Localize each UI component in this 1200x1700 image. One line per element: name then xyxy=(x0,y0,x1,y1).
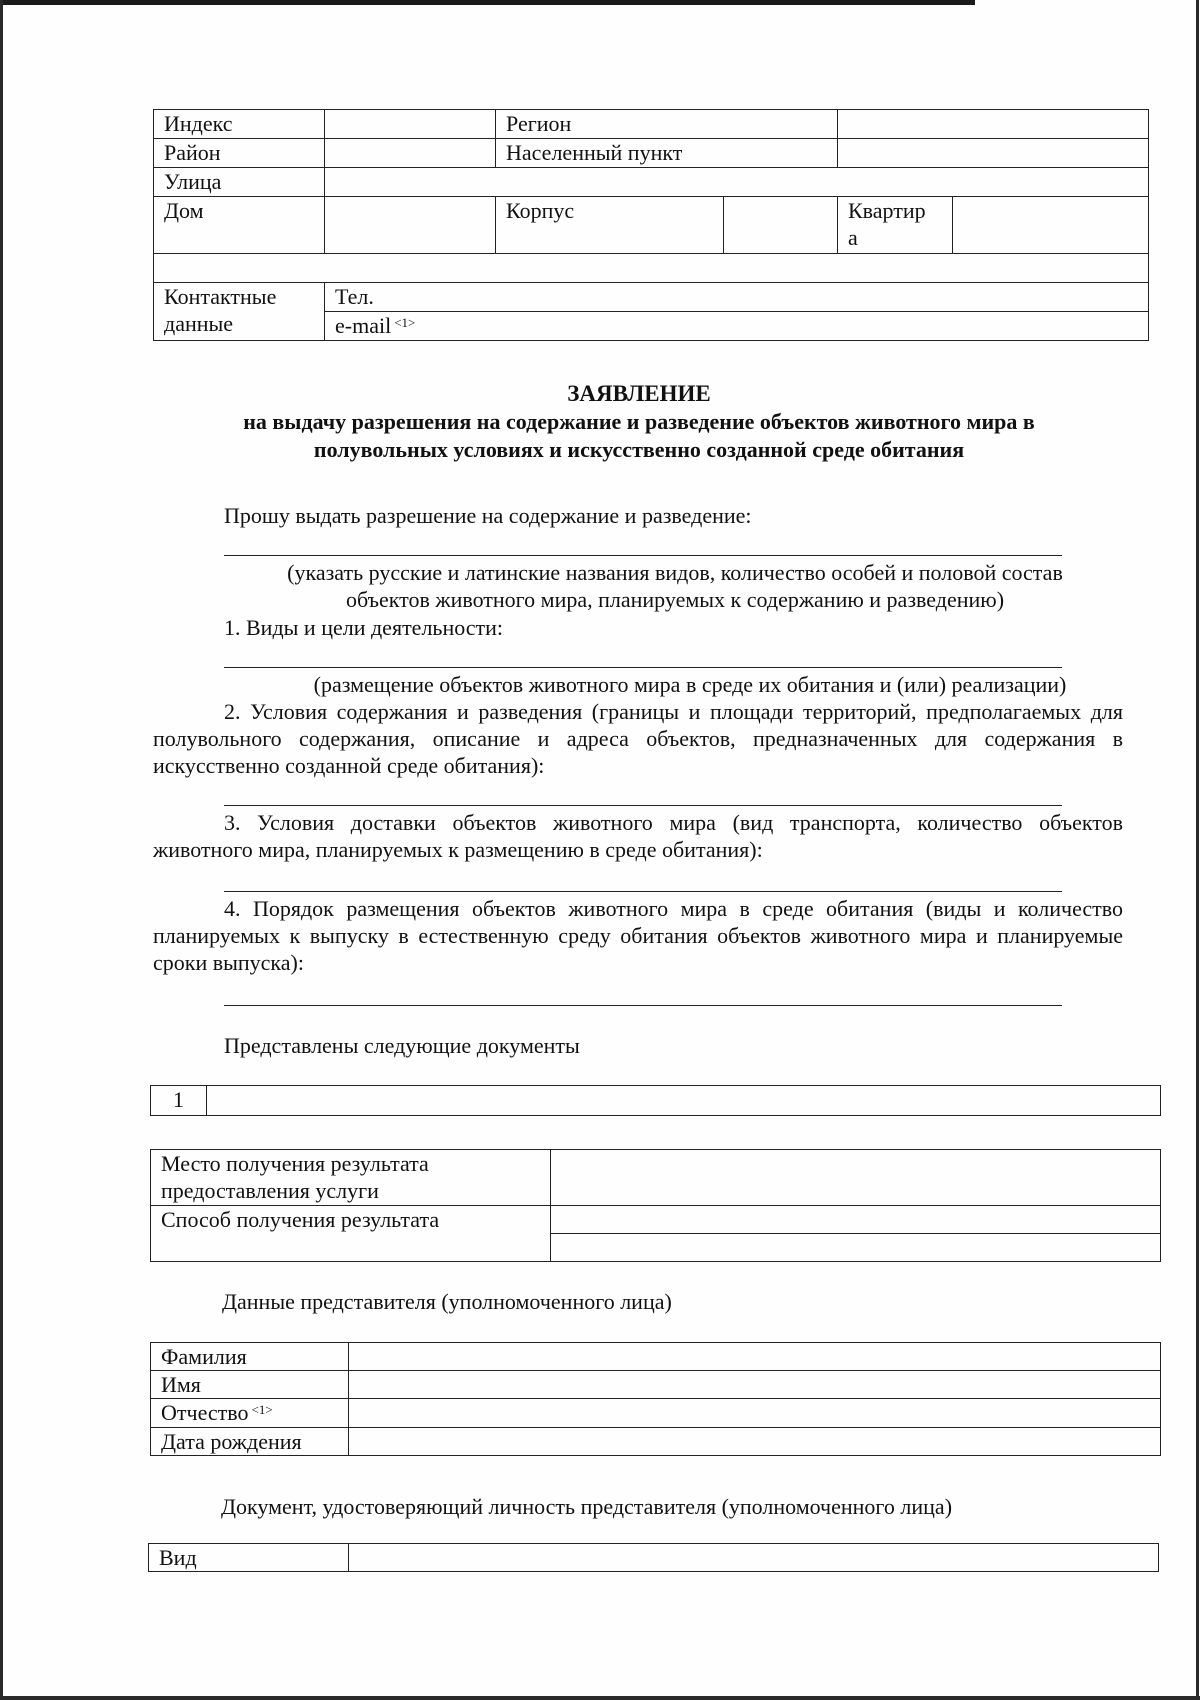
result-method-label: Способ получения результата xyxy=(151,1206,551,1262)
delivery-input-line[interactable] xyxy=(224,891,1062,892)
email-footnote-mark: <1> xyxy=(394,315,416,330)
index-field[interactable] xyxy=(325,110,496,139)
address-table xyxy=(153,109,1149,341)
request-text: Прошу выдать разрешение на содержание и разведение: xyxy=(224,503,752,528)
result-table xyxy=(150,1149,1161,1262)
document-row-number: 1 xyxy=(151,1086,207,1116)
contacts-label-line1: Контактные xyxy=(164,284,277,309)
document-row-field[interactable] xyxy=(207,1086,1161,1116)
region-field[interactable] xyxy=(838,110,1149,139)
region-label: Регион xyxy=(496,110,838,139)
documents-heading: Представлены следующие документы xyxy=(224,1033,580,1058)
surname-field[interactable] xyxy=(349,1343,1161,1371)
building-label: Корпус xyxy=(496,197,724,254)
empty-row xyxy=(154,254,1149,283)
birth-date-field[interactable] xyxy=(349,1428,1161,1456)
scan-edge-top xyxy=(0,0,975,5)
locality-label: Населенный пункт xyxy=(496,139,838,168)
species-hint-line2: объектов животного мира, планируемых к содержанию и разведению) xyxy=(345,587,1005,612)
id-document-table xyxy=(148,1543,1159,1572)
email-label: e-mail xyxy=(335,313,392,338)
patronymic-footnote-mark: <1> xyxy=(251,1402,273,1417)
representative-table xyxy=(150,1342,1161,1456)
apartment-label xyxy=(838,197,953,254)
result-method-field-1[interactable] xyxy=(551,1206,1161,1234)
item-2-text: 2. Условия содержания и разведения (границы и площади территорий, предполагаемых для полувольного содержания, описание и адреса объектов, предназначенных для содержания в искусственно созданной среде обитания): xyxy=(153,699,1123,778)
house-field[interactable] xyxy=(325,197,496,254)
application-title: ЗАЯВЛЕНИЕ xyxy=(567,381,711,406)
house-label: Дом xyxy=(154,197,325,254)
application-subtitle-line2: полувольных условиях и искусственно созданной среде обитания xyxy=(313,437,965,462)
building-field[interactable] xyxy=(724,197,838,254)
activity-input-line[interactable] xyxy=(224,667,1062,668)
species-hint-line1: (указать русские и латинские названия видов, количество особей и половой состав xyxy=(287,560,1063,585)
birth-date-label: Дата рождения xyxy=(151,1428,349,1456)
item-1-text: 1. Виды и цели деятельности: xyxy=(224,615,504,640)
street-label: Улица xyxy=(154,168,325,197)
index-label: Индекс xyxy=(154,110,325,139)
scan-edge-right xyxy=(1196,0,1199,1700)
phone-label: Тел. xyxy=(335,284,374,309)
scan-edge-left xyxy=(0,0,3,1700)
first-name-field[interactable] xyxy=(349,1371,1161,1399)
documents-table xyxy=(150,1085,1161,1116)
application-subtitle-line1: на выдачу разрешения на содержание и разведение объектов животного мира в xyxy=(243,409,1035,434)
apartment-label-line2: а xyxy=(848,225,858,250)
apartment-field[interactable] xyxy=(953,197,1149,254)
result-place-field[interactable] xyxy=(551,1150,1161,1206)
result-method-field-2[interactable] xyxy=(551,1234,1161,1262)
patronymic-label-text: Отчество xyxy=(161,1400,249,1425)
scan-edge-bottom xyxy=(0,1696,1200,1700)
species-hint xyxy=(190,559,1160,613)
result-place-label-line1: Место получения результата xyxy=(161,1151,429,1176)
species-input-line[interactable] xyxy=(224,555,1062,556)
representative-heading: Данные представителя (уполномоченного лица) xyxy=(222,1289,672,1314)
contacts-label-line2: данные xyxy=(164,311,234,336)
result-place-label-line2: предоставления услуги xyxy=(161,1178,379,1203)
contacts-label xyxy=(154,283,325,341)
release-input-line[interactable] xyxy=(224,1005,1062,1006)
application-heading xyxy=(150,380,1128,464)
apartment-label-line1: Квартир xyxy=(848,198,926,223)
surname-label: Фамилия xyxy=(151,1343,349,1371)
id-type-field[interactable] xyxy=(349,1544,1159,1572)
email-field[interactable] xyxy=(325,312,1149,341)
locality-field[interactable] xyxy=(838,139,1149,168)
district-label: Район xyxy=(154,139,325,168)
phone-field[interactable] xyxy=(325,283,1149,312)
id-type-label: Вид xyxy=(149,1544,349,1572)
item-3-text: 3. Условия доставки объектов животного мира (вид транспорта, количество объектов животного мира, планируемых к размещению в среде обитания): xyxy=(153,810,1123,862)
first-name-label: Имя xyxy=(151,1371,349,1399)
conditions-input-line[interactable] xyxy=(224,805,1062,806)
result-place-label xyxy=(151,1150,551,1206)
patronymic-field[interactable] xyxy=(349,1399,1161,1428)
district-field[interactable] xyxy=(325,139,496,168)
activity-hint: (размещение объектов животного мира в среде их обитания и (или) реализации) xyxy=(313,672,1067,697)
street-field[interactable] xyxy=(325,168,1149,197)
id-document-heading: Документ, удостоверяющий личность представителя (уполномоченного лица) xyxy=(221,1494,953,1519)
item-4-text: 4. Порядок размещения объектов животного мира в среде обитания (виды и количество планируемых к выпуску в естественную среду обитания объектов животного мира и планируемые сроки выпуска): xyxy=(153,896,1123,975)
patronymic-label xyxy=(151,1399,349,1428)
